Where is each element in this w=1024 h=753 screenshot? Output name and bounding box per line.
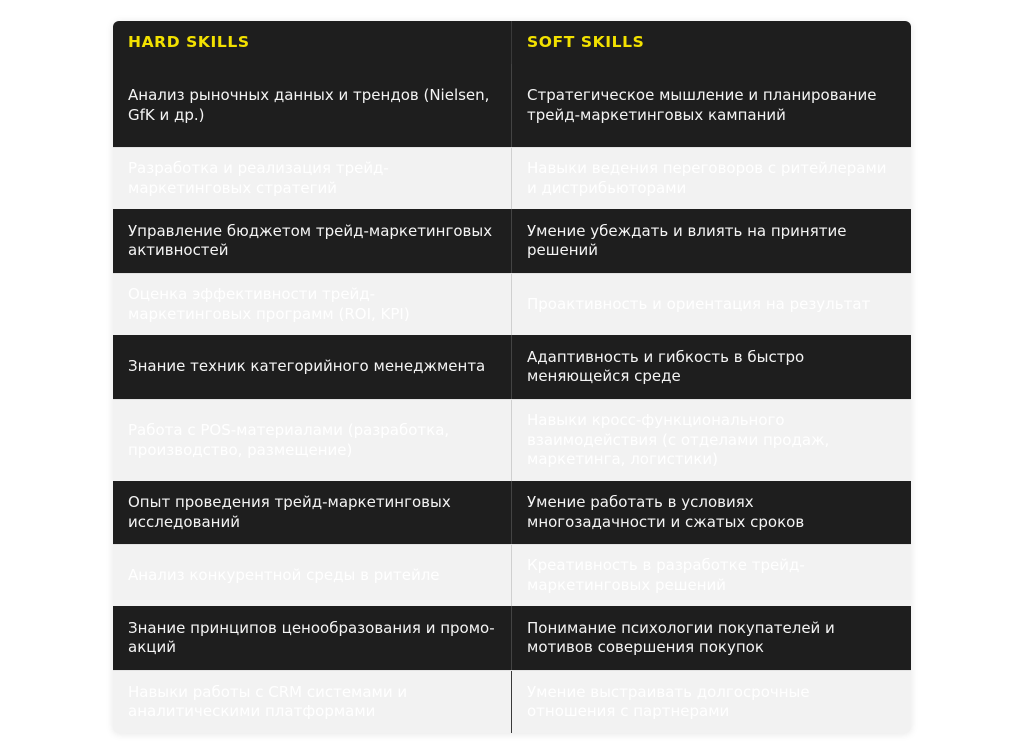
table-row (113, 209, 911, 273)
hard-skill-cell: Разработка и реализация трейд-маркетинговых стратегий (113, 148, 512, 209)
hard-skill-cell: Оценка эффективности трейд-маркетинговых программ (ROI, KPI) (113, 274, 512, 335)
table-header (113, 21, 911, 64)
soft-skill-cell: Умение работать в условиях многозадачности и сжатых сроков (527, 493, 805, 531)
hard-skill-cell: Навыки работы с CRM системами и аналитическими платформами (113, 671, 512, 733)
table-row (113, 399, 911, 481)
hard-skill-cell: Анализ конкурентной среды в ритейле (113, 545, 512, 606)
hard-skill-cell: Управление бюджетом трейд-маркетинговых активностей (113, 209, 512, 273)
soft-skill-cell: Креативность в разработке трейд-маркетинговых решений (527, 556, 805, 594)
header-hard-skills: HARD SKILLS (113, 21, 512, 64)
soft-skill-cell: Умение выстраивать долгосрочные отношения с партнерами (527, 682, 810, 720)
table-row (113, 273, 911, 335)
hard-skill-cell: Работа с POS-материалами (разработка, производство, размещение) (113, 400, 512, 481)
soft-skill-cell: Навыки кросс-функционального взаимодействия (с отделами продаж, маркетинга, логистики) (527, 411, 830, 469)
table-row (113, 64, 911, 147)
soft-skill-cell: Стратегическое мышление и планирование трейд-маркетинговых кампаний (527, 86, 877, 124)
hard-skill-cell: Знание принципов ценообразования и промо-акций (113, 606, 512, 670)
table-row (113, 670, 911, 733)
table-row (113, 544, 911, 606)
hard-skill-cell: Анализ рыночных данных и трендов (Nielsen, GfK и др.) (113, 64, 512, 147)
table-row (113, 147, 911, 209)
table-row (113, 481, 911, 544)
hard-skill-cell: Опыт проведения трейд-маркетинговых исследований (113, 481, 512, 544)
table-row (113, 335, 911, 399)
soft-skill-cell: Проактивность и ориентация на результат (527, 294, 871, 313)
hard-skill-cell: Знание техник категорийного менеджмента (113, 335, 512, 399)
soft-skill-cell: Навыки ведения переговоров с ритейлерами и дистрибьюторами (527, 159, 887, 197)
skills-table (113, 21, 911, 733)
table-row (113, 606, 911, 670)
soft-skill-cell: Умение убеждать и влиять на принятие решений (527, 221, 847, 259)
soft-skill-cell: Адаптивность и гибкость в быстро меняющейся среде (527, 347, 805, 385)
header-soft-skills: SOFT SKILLS (527, 32, 645, 51)
soft-skill-cell: Понимание психологии покупателей и мотивов совершения покупок (527, 618, 835, 656)
